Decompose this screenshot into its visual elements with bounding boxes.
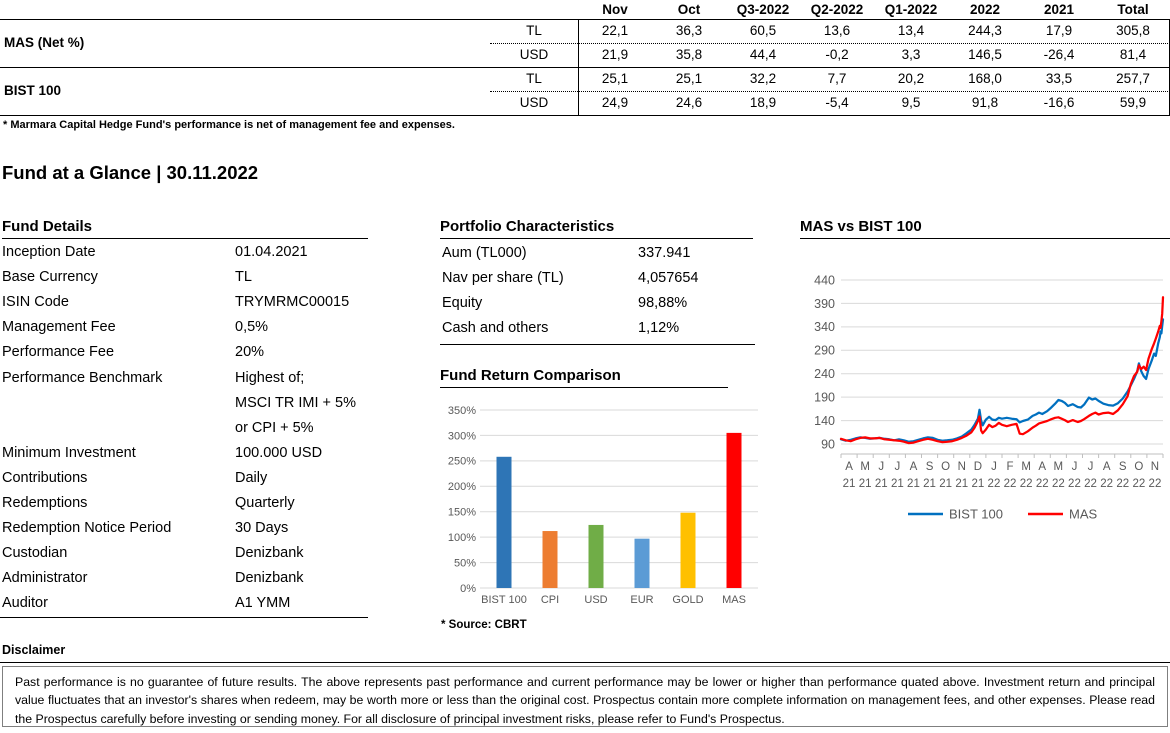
table-footnote: * Marmara Capital Hedge Fund's performance is net of management fee and expenses.	[3, 119, 455, 131]
portfolio-value: 337.941	[638, 245, 691, 261]
perf-value-cell: 24,9	[601, 95, 629, 110]
legend-label: BIST 100	[949, 506, 1003, 522]
perf-value-cell: 60,5	[749, 23, 777, 38]
fund-details-heading: Fund Details	[2, 218, 368, 239]
bar-category-label: CPI	[540, 594, 560, 606]
x-month-label: S	[925, 461, 934, 473]
x-year-label: 21	[907, 478, 920, 490]
detail-label: Administrator	[2, 570, 88, 587]
detail-value: 30 Days	[235, 520, 289, 537]
detail-value: Daily	[235, 469, 268, 486]
bar-ytick-label: 250%	[447, 455, 476, 468]
x-month-label: A	[909, 461, 918, 473]
perf-col-header: Q1-2022	[884, 2, 938, 17]
perf-value-cell: 21,9	[601, 47, 629, 62]
perf-value-cell: -0,2	[825, 47, 849, 62]
fund-details-bottom-rule	[0, 617, 368, 618]
perf-value-cell: 13,6	[823, 23, 851, 38]
disclaimer-text: Past performance is no guarantee of future results. The above represents past performance and current performance may be lower or higher than performance quated above. Investment return and principal value fluctuates that an investor's shares when redeem, may be worth more or less than the original cost. Prospectus contain more complete information on management fees, and other expenses. Please read the Prospectus carefully before investing or sending money. For all disclosure of principal investment risks, please refer to Fund's Prospectus.	[2, 666, 1168, 727]
x-year-label: 21	[955, 478, 969, 490]
perf-value-cell: 9,5	[901, 95, 921, 110]
perf-value-cell: 257,7	[1116, 71, 1150, 86]
perf-value-cell: 59,9	[1119, 95, 1147, 110]
detail-value: TRYMRMC00015	[235, 294, 350, 311]
perf-col-header: Total	[1117, 2, 1149, 17]
perf-value-cell: 22,1	[601, 23, 629, 38]
detail-label: Auditor	[2, 595, 48, 612]
detail-label: Redemptions	[2, 495, 88, 511]
portfolio-label: Cash and others	[442, 320, 549, 337]
bar-category-label: GOLD	[672, 594, 704, 606]
perf-col-header: Q3-2022	[736, 2, 790, 17]
line-ytick-label: 290	[814, 343, 835, 358]
line-ytick-label: 340	[814, 320, 835, 335]
bar-ytick-label: 300%	[447, 430, 476, 443]
bar-eur	[635, 539, 650, 588]
x-month-label: O	[1134, 461, 1144, 473]
x-month-label: J	[1087, 461, 1094, 473]
perf-value-cell: 7,7	[827, 71, 847, 86]
line-ytick-label: 140	[814, 413, 835, 428]
perf-unit-cell: USD	[519, 47, 549, 62]
perf-value-cell: 44,4	[749, 47, 777, 62]
x-year-label: 22	[1148, 478, 1162, 490]
x-month-label: J	[991, 461, 997, 473]
bar-ytick-label: 200%	[447, 481, 476, 494]
x-year-label: 22	[1084, 478, 1097, 490]
perf-unit-cell: USD	[519, 95, 549, 110]
x-month-label: M	[1053, 461, 1064, 473]
line-ytick-label: 90	[821, 437, 835, 452]
detail-label: Inception Date	[2, 244, 96, 260]
x-month-label: M	[1021, 461, 1031, 473]
x-year-label: 22	[1132, 478, 1146, 490]
x-year-label: 21	[842, 478, 856, 490]
portfolio-heading: Portfolio Characteristics	[440, 218, 753, 239]
x-month-label: J	[894, 461, 901, 473]
detail-value: 100.000 USD	[235, 444, 323, 461]
x-year-label: 22	[1100, 478, 1114, 490]
detail-value: Quarterly	[235, 495, 295, 511]
detail-value: 01.04.2021	[235, 244, 308, 260]
detail-value: Denizbank	[235, 545, 304, 562]
page-title: Fund at a Glance | 30.11.2022	[2, 162, 259, 183]
detail-value: Highest of;	[235, 369, 305, 386]
perf-value-cell: 17,9	[1045, 23, 1073, 38]
portfolio-value: 98,88%	[638, 295, 688, 312]
bar-ytick-label: 50%	[453, 557, 476, 570]
perf-value-cell: 36,3	[675, 23, 703, 38]
portfolio-label: Aum (TL000)	[442, 245, 527, 261]
table-border	[0, 115, 1170, 116]
x-year-label: 21	[971, 478, 985, 490]
perf-value-cell: 35,8	[675, 47, 703, 62]
series-mas	[841, 297, 1163, 443]
x-year-label: 21	[890, 478, 904, 490]
perf-col-header: 2022	[969, 2, 1001, 17]
portfolio-value: 4,057654	[638, 270, 699, 287]
detail-label: Minimum Investment	[2, 444, 136, 461]
portfolio-bottom-rule	[440, 344, 755, 345]
portfolio-label: Equity	[442, 295, 483, 312]
line-ytick-label: 440	[814, 273, 835, 288]
line-ytick-label: 190	[814, 390, 835, 405]
bar-ytick-label: 0%	[460, 582, 476, 595]
bar-usd	[589, 525, 604, 588]
x-month-label: O	[941, 461, 951, 473]
perf-value-cell: 3,3	[901, 47, 921, 62]
x-month-label: F	[1006, 461, 1014, 473]
x-month-label: N	[957, 461, 966, 473]
x-month-label: N	[1150, 461, 1160, 473]
perf-col-header: Nov	[602, 2, 628, 17]
disclaimer-heading: Disclaimer	[2, 643, 66, 657]
x-month-label: J	[878, 461, 885, 473]
portfolio-label: Nav per share (TL)	[442, 270, 564, 287]
mas-vs-bist-chart	[800, 256, 1170, 533]
detail-value: 20%	[235, 344, 265, 361]
x-year-label: 21	[858, 478, 872, 490]
detail-label: Performance Fee	[2, 344, 115, 361]
detail-label: Custodian	[2, 545, 68, 562]
x-year-label: 21	[923, 478, 936, 490]
table-row-label-bist: BIST 100	[4, 83, 62, 98]
x-month-label: A	[845, 461, 853, 473]
x-year-label: 22	[987, 478, 1001, 490]
bar-mas	[727, 433, 742, 588]
detail-label: Management Fee	[2, 319, 116, 336]
x-month-label: A	[1102, 461, 1111, 473]
x-year-label: 22	[1116, 478, 1130, 490]
detail-value: or CPI + 5%	[235, 419, 314, 436]
bar-gold	[681, 513, 696, 588]
bar-bist-100	[497, 457, 512, 588]
perf-value-cell: 81,4	[1119, 47, 1147, 62]
legend-label: MAS	[1069, 506, 1098, 522]
bar-category-label: USD	[584, 594, 608, 606]
perf-value-cell: 18,9	[749, 95, 777, 110]
table-row-label-mas: MAS (Net %)	[4, 35, 85, 50]
detail-value: TL	[235, 269, 252, 286]
portfolio-value: 1,12%	[638, 320, 680, 337]
perf-value-cell: 25,1	[601, 71, 629, 86]
perf-value-cell: 244,3	[968, 23, 1002, 38]
perf-unit-cell: TL	[526, 23, 542, 38]
perf-value-cell: 13,4	[897, 23, 925, 38]
x-year-label: 22	[1035, 478, 1049, 490]
perf-value-cell: 25,1	[675, 71, 703, 86]
line-chart-heading: MAS vs BIST 100	[800, 218, 1170, 239]
perf-col-header: 2021	[1043, 2, 1075, 17]
perf-value-cell: 305,8	[1116, 23, 1150, 38]
series-bist-100	[841, 319, 1163, 441]
perf-value-cell: 146,5	[968, 47, 1002, 62]
detail-label: Performance Benchmark	[2, 369, 163, 386]
bar-cpi	[543, 531, 558, 588]
x-month-label: S	[1118, 461, 1127, 473]
detail-label: Contributions	[2, 469, 88, 486]
bar-category-label: EUR	[630, 594, 654, 606]
line-ytick-label: 240	[814, 367, 835, 382]
x-year-label: 22	[1051, 478, 1065, 490]
perf-value-cell: 168,0	[968, 71, 1002, 86]
perf-col-header: Q2-2022	[810, 2, 864, 17]
detail-value: A1 YMM	[235, 595, 291, 612]
perf-unit-cell: TL	[526, 71, 542, 86]
perf-value-cell: -5,4	[825, 95, 849, 110]
detail-value: MSCI TR IMI + 5%	[235, 394, 356, 411]
perf-value-cell: 91,8	[971, 95, 999, 110]
fund-return-comparison-chart	[440, 392, 770, 644]
x-year-label: 22	[1068, 478, 1081, 490]
detail-label: Base Currency	[2, 269, 98, 286]
detail-value: 0,5%	[235, 319, 269, 336]
x-month-label: J	[1071, 461, 1078, 473]
perf-value-cell: 32,2	[749, 71, 777, 86]
bar-chart-heading: Fund Return Comparison	[440, 367, 728, 388]
detail-label: ISIN Code	[2, 294, 69, 311]
bar-category-label: BIST 100	[481, 594, 527, 606]
x-year-label: 22	[1003, 478, 1017, 490]
perf-value-cell: 24,6	[675, 95, 703, 110]
disclaimer-rule	[0, 662, 1170, 663]
x-month-label: A	[1038, 461, 1047, 473]
perf-value-cell: -26,4	[1043, 47, 1075, 62]
x-year-label: 22	[1019, 478, 1033, 490]
bar-category-label: MAS	[722, 594, 746, 606]
perf-value-cell: 20,2	[897, 71, 925, 86]
bar-ytick-label: 350%	[447, 404, 476, 417]
perf-value-cell: -16,6	[1043, 95, 1075, 110]
x-month-label: M	[860, 461, 870, 473]
bar-ytick-label: 150%	[447, 506, 476, 519]
chart-source-note: * Source: CBRT	[441, 619, 527, 631]
perf-col-header: Oct	[677, 2, 701, 17]
x-month-label: D	[973, 461, 983, 473]
x-year-label: 21	[939, 478, 953, 490]
x-year-label: 21	[874, 478, 888, 490]
bar-ytick-label: 100%	[447, 531, 476, 544]
line-ytick-label: 390	[814, 296, 835, 311]
detail-value: Denizbank	[235, 570, 304, 587]
perf-value-cell: 33,5	[1045, 71, 1073, 86]
detail-label: Redemption Notice Period	[2, 520, 172, 537]
